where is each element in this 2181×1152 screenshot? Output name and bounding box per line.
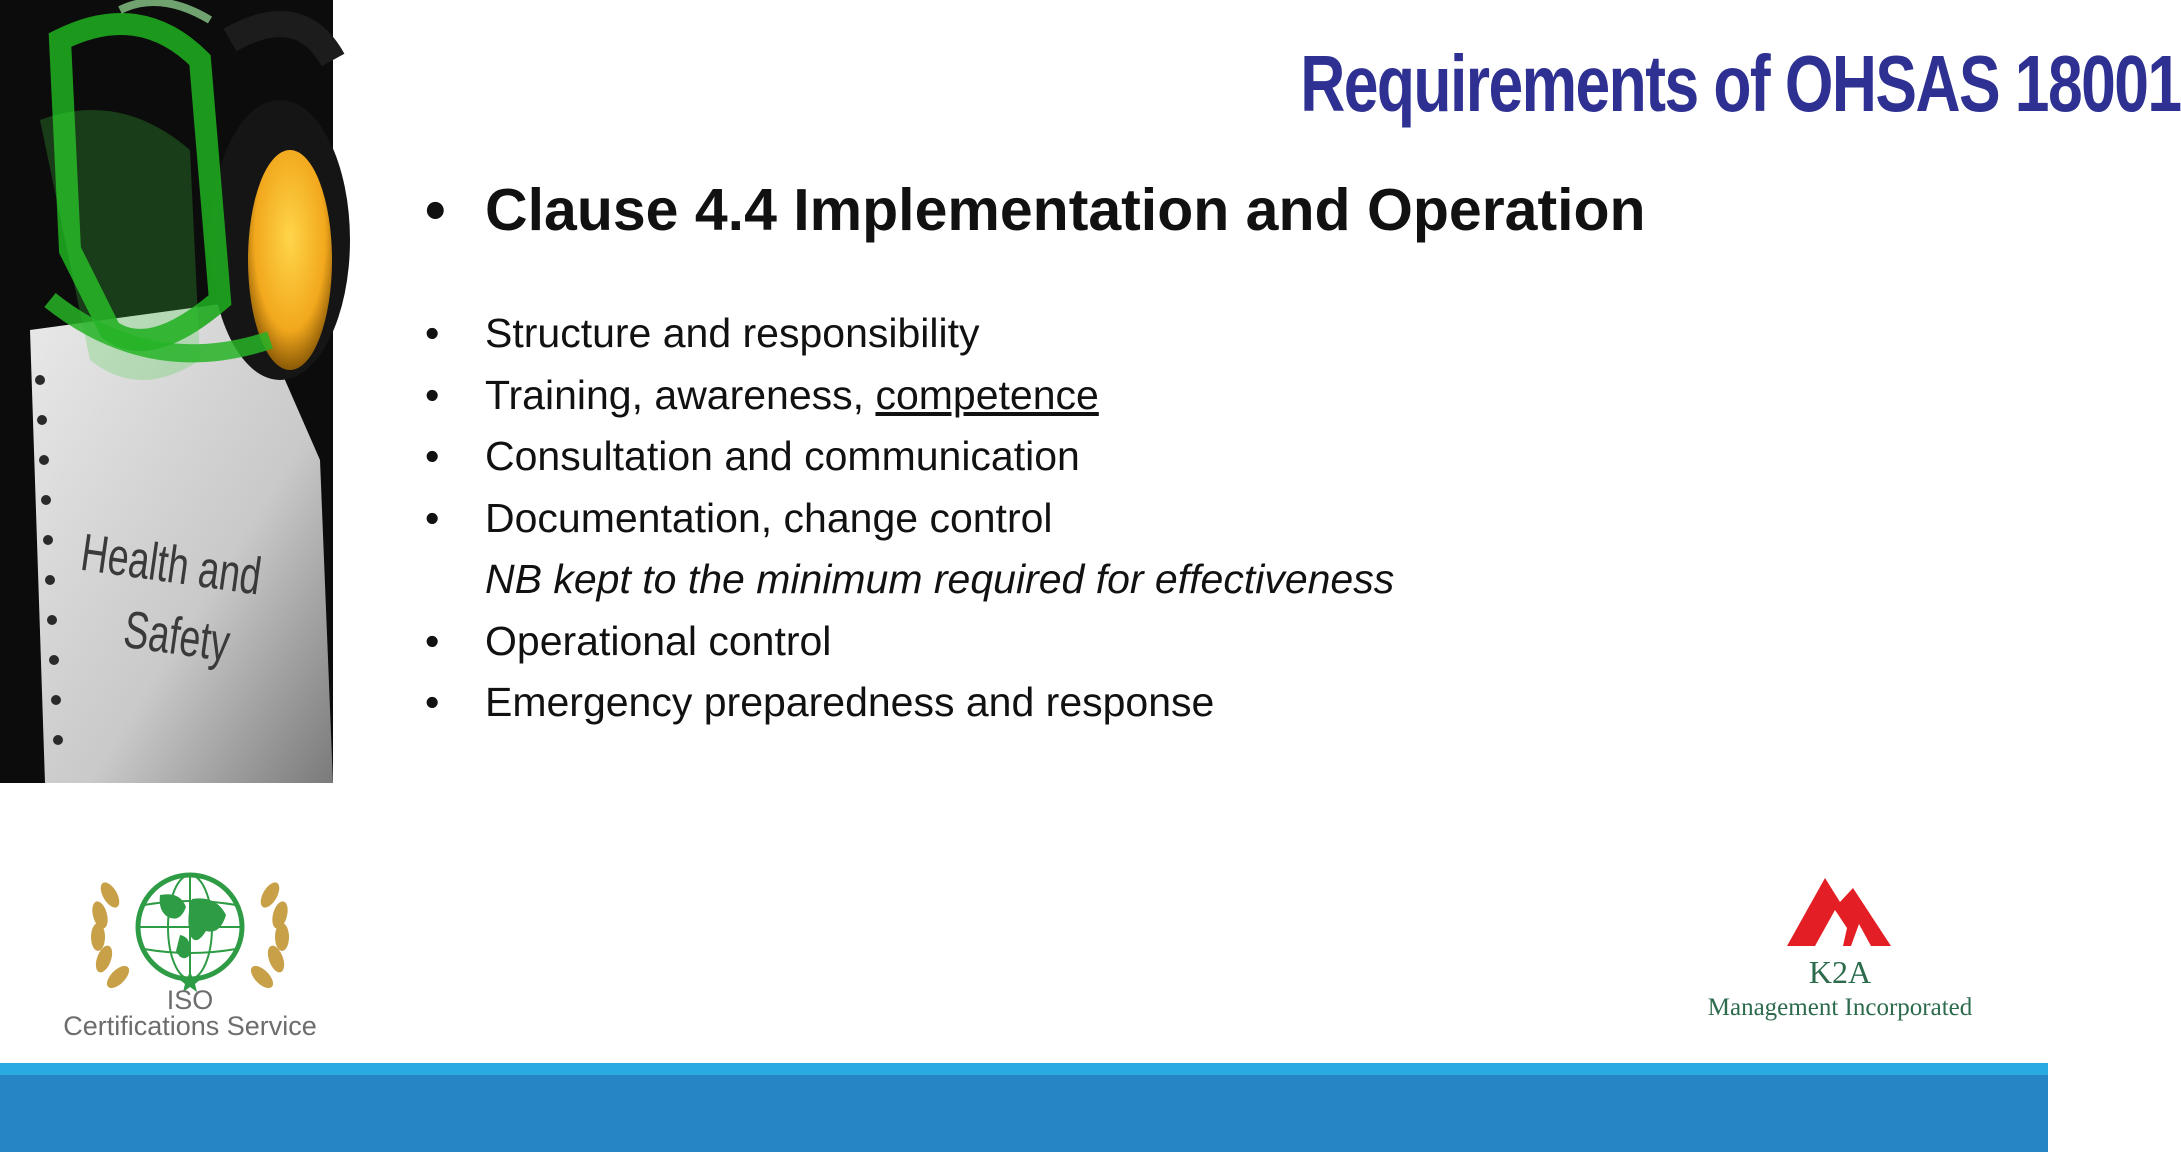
bullet: •	[425, 617, 440, 664]
k2a-management-logo	[1675, 870, 2005, 1030]
bullet: •	[425, 494, 440, 541]
health-and-safety-photo	[0, 0, 333, 783]
list-item-text	[485, 372, 1099, 419]
list-item-text: Structure and responsibility	[485, 310, 980, 356]
list-item-text: Documentation, change control	[485, 494, 1053, 541]
bullet: •	[425, 679, 440, 725]
note-text: NB kept to the minimum required for effectiveness	[485, 556, 1395, 602]
footer-bar	[0, 1075, 2048, 1152]
safety-goggles-earmuffs-image	[0, 0, 333, 783]
iso-logo-subtext: Certifications Service	[63, 1011, 317, 1041]
slide-title: Requirements of OHSAS 18001	[1300, 39, 2181, 128]
photo-caption-line2: Safety	[120, 599, 234, 673]
iso-logo-text: ISO	[166, 985, 214, 1015]
k2a-name: K2A	[1808, 954, 1872, 990]
competence-underlined-text: competence	[875, 371, 1099, 418]
photo-caption-line1: Health and	[77, 522, 265, 607]
list-item-text: Operational control	[485, 617, 832, 664]
bullet: •	[425, 310, 440, 356]
clause-heading-text: Clause 4.4 Implementation and Operation	[485, 177, 1646, 243]
iso-certifications-logo	[40, 855, 340, 1045]
k2a-mountain-icon	[1675, 870, 2005, 950]
bullet: •	[425, 371, 440, 418]
list-item-text: Emergency preparedness and response	[485, 679, 1215, 725]
k2a-subtitle: Management Incorporated	[1707, 994, 1973, 1021]
globe-laurel-icon	[40, 855, 340, 995]
bullet: •	[425, 433, 440, 479]
list-item-text-prefix: Training, awareness,	[485, 371, 876, 418]
footer-accent-bar	[0, 1063, 2048, 1075]
clause-bullet: •	[425, 177, 446, 243]
list-item-text: Consultation and communication	[485, 433, 1080, 479]
